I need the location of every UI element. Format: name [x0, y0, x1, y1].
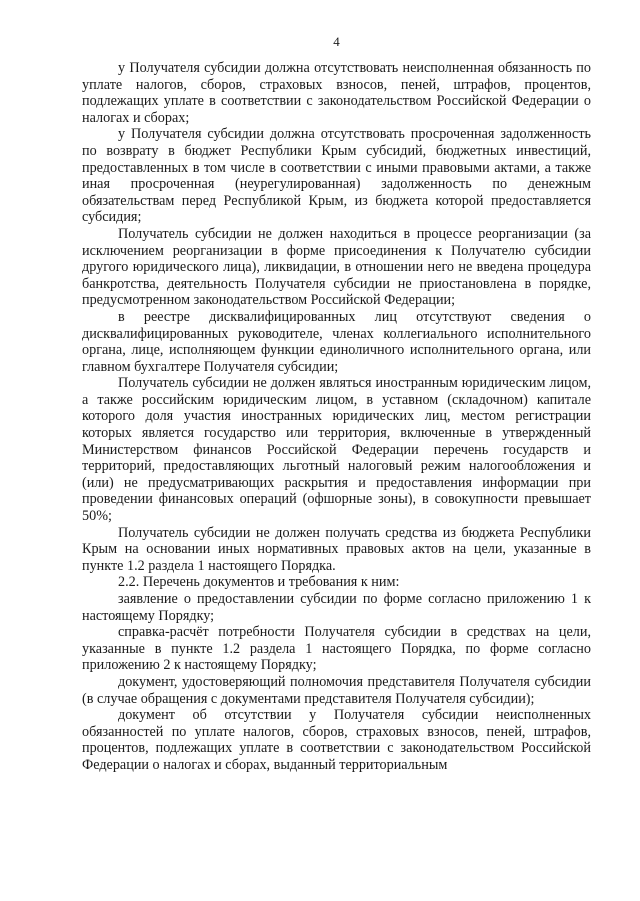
paragraph-other-funds: Получатель субсидии не должен получать средства из бюджета Республики Крым на основании иных нормативных правовых актов на цели, указанные в пункте 1.2 раздела 1 настоящего Порядка.	[82, 524, 591, 574]
paragraph-tax-obligations: у Получателя субсидии должна отсутствовать неисполненная обязанность по уплате налогов, сборов, страховых взносов, пеней, штрафов, процентов, подлежащих уплате в соответствии с законодательством Российской Федерации о налогах и сборах;	[82, 60, 591, 126]
paragraph-tax-certificate: документ об отсутствии у Получателя субсидии неисполненных обязанностей по уплате налогов, сборов, страховых взносов, пеней, штрафов, процентов, подлежащих уплате в соответствии с законодательством Российской Федерации о налогах и сборах, выданный территориальным	[82, 707, 591, 773]
paragraph-calculation: справка-расчёт потребности Получателя субсидии в средствах на цели, указанные в пункте 1.2 раздела 1 настоящего Порядка, по форме согласно приложению 2 к настоящему Порядку;	[82, 624, 591, 674]
paragraph-documents-heading: 2.2. Перечень документов и требования к ним:	[118, 574, 400, 591]
paragraph-disqualified-persons: в реестре дисквалифицированных лиц отсутствуют сведения о дисквалифицированных руководителе, членах коллегиального исполнительного органа, лице, исполняющем функции единоличного исполнительного органа, или главном бухгалтере Получателя субсидии;	[82, 308, 591, 375]
page-number: 4	[333, 34, 340, 49]
paragraph-authority-document: документ, удостоверяющий полномочия представителя Получателя субсидии (в случае обращения с документами представителя Получателя субсидии);	[82, 673, 591, 707]
paragraph-foreign-entity: Получатель субсидии не должен являться иностранным юридическим лицом, а также российским юридическим лицом, в уставном (складочном) капитале которого доля участия иностранных юридических лиц, местом регистрации которых является государство или территория, включенные в утвержденный Министерством финансов Российской Федерации перечень государств и территорий, предоставляющих льготный налоговый режим налогообложения и (или) не предусматривающих раскрытия и предоставления информации при проведении финансовых операций (офшорные зоны), в совокупности превышает 50%;	[82, 375, 591, 525]
paragraph-application: заявление о предоставлении субсидии по форме согласно приложению 1 к настоящему Порядку;	[82, 591, 591, 624]
paragraph-reorganization: Получатель субсидии не должен находиться в процессе реорганизации (за исключением реорганизации в форме присоединения к Получателю субсидии другого юридического лица), ликвидации, в отношении него не введена процедура банкротства, деятельность Получателя субсидии не приостановлена в порядке, предусмотренном законодательством Российской Федерации;	[82, 225, 591, 309]
paragraph-overdue-debt: у Получателя субсидии должна отсутствовать просроченная задолженность по возврату в бюджет Республики Крым субсидий, бюджетных инвестиций, предоставленных в том числе в соответствии с иными правовыми актами, а также иная просроченная (неурегулированная) задолженность по денежным обязательствам перед Республикой Крым, из бюджета которой предоставляется субсидия;	[82, 126, 591, 226]
